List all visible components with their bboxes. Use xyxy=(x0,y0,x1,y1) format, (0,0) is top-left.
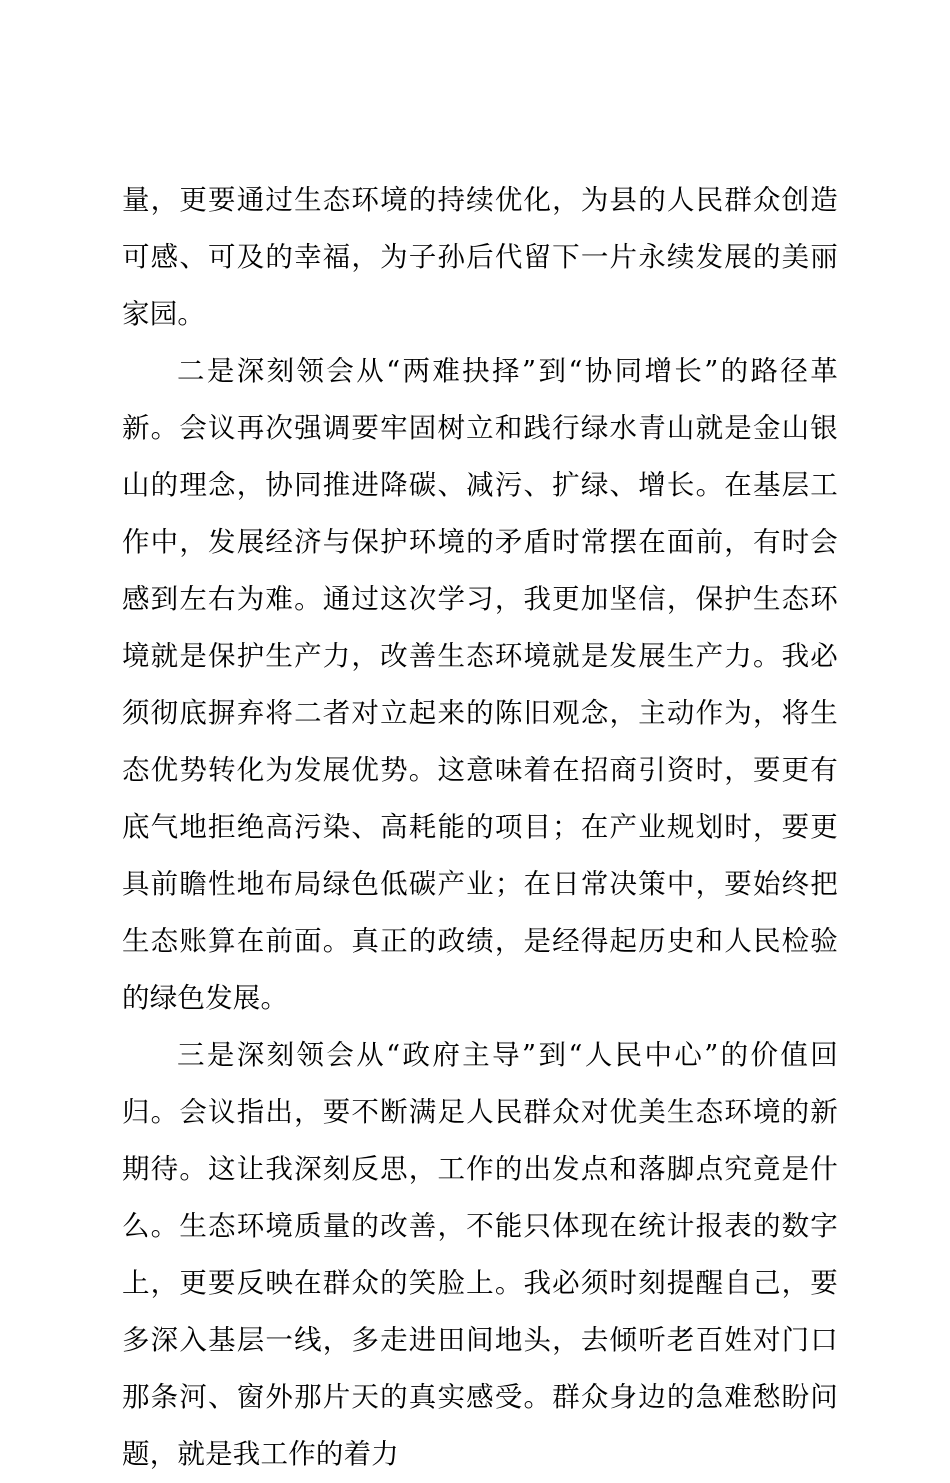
paragraph-3: 三是深刻领会从“政府主导”到“人民中心”的价值回归。会议指出，要不断满足人民群众对优美生态环境的新期待。这让我深刻反思，工作的出发点和落脚点究竟是什么。生态环境质量的改善，不能只体现在统计报表的数字上，更要反映在群众的笑脸上。我必须时刻提醒自己，要多深入基层一线，多走进田间地头，去倾听老百姓对门口那条河、窗外那片天的真实感受。群众身边的急难愁盼问题，就是我工作的着力 xyxy=(122,1039,838,1470)
paragraph-2: 二是深刻领会从“两难抉择”到“协同增长”的路径革新。会议再次强调要牢固树立和践行绿水青山就是金山银山的理念，协同推进降碳、减污、扩绿、增长。在基层工作中，发展经济与保护环境的矛盾时常摆在面前，有时会感到左右为难。通过这次学习，我更加坚信，保护生态环境就是保护生产力，改善生态环境就是发展生产力。我必须彻底摒弃将二者对立起来的陈旧观念，主动作为，将生态优势转化为发展优势。这意味着在招商引资时，要更有底气地拒绝高污染、高耗能的项目；在产业规划时，要更具前瞻性地布局绿色低碳产业；在日常决策中，要始终把生态账算在前面。真正的政绩，是经得起历史和人民检验的绿色发展。 xyxy=(122,355,838,1014)
paragraph-1: 量，更要通过生态环境的持续优化，为县的人民群众创造可感、可及的幸福，为子孙后代留下一片永续发展的美丽家园。 xyxy=(122,184,838,330)
document-body xyxy=(122,172,838,1483)
